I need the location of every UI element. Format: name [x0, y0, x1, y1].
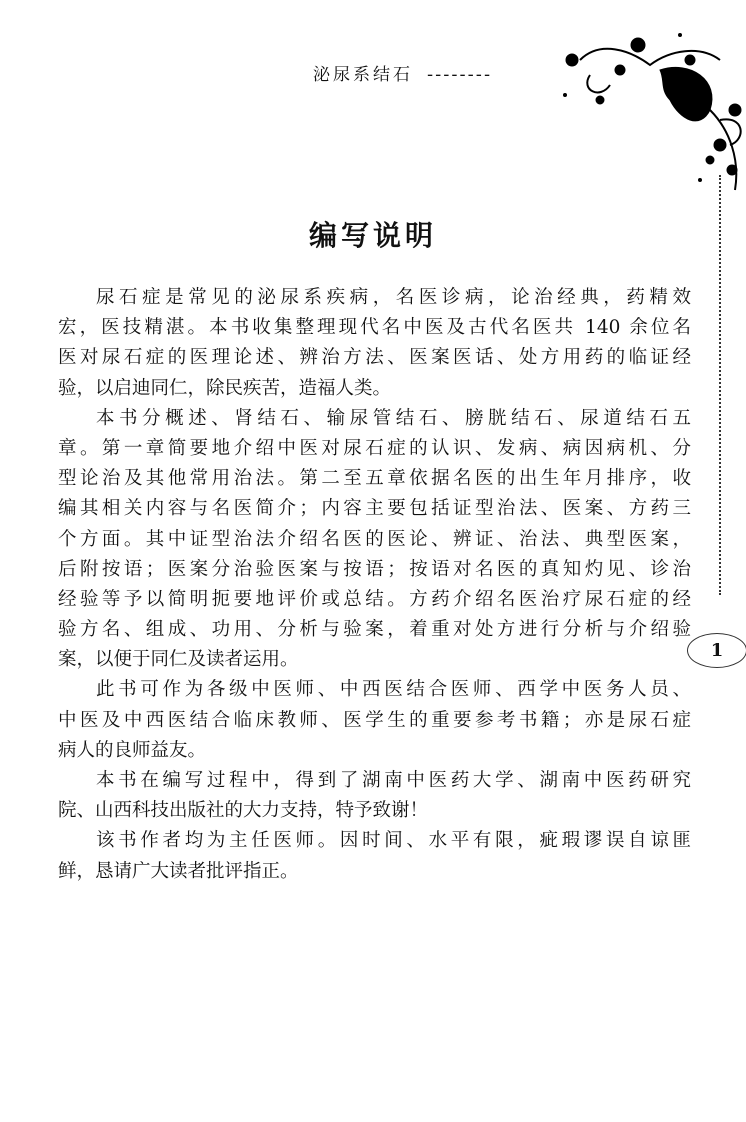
text-line: 病人的良师益友。 [58, 739, 207, 761]
text-line: 个方面。其中证型治法介绍名医的医论、辨证、治法、典型医案， [58, 528, 691, 550]
paragraph [58, 404, 691, 676]
paragraph [58, 675, 691, 766]
text-line: 型论治及其他常用治法。第二至五章依据名医的出生年月排序，收 [58, 468, 691, 490]
text-line: 宏，医技精湛。本书收集整理现代名中医及古代名医共 140 余位名 [58, 317, 691, 339]
paragraph [58, 826, 691, 886]
text-line: 院、山西科技出版社的大力支持，特予致谢！ [58, 800, 429, 822]
text-line: 本书分概述、肾结石、输尿管结石、膀胱结石、尿道结石五 [96, 407, 691, 429]
text-line: 编其相关内容与名医简介；内容主要包括证型治法、医案、方药三 [58, 498, 691, 520]
header-dashes: -------- [427, 65, 493, 85]
text-line: 后附按语；医案分治验医案与按语；按语对名医的真知灼见、诊治 [58, 558, 691, 580]
paragraph [58, 766, 691, 826]
running-title: 泌尿系结石 [313, 65, 413, 85]
text-line: 验方名、组成、功用、分析与验案，着重对处方进行分析与介绍验 [58, 619, 691, 641]
text-line: 验，以启迪同仁，除民疾苦，造福人类。 [58, 377, 392, 399]
page-title: 编写说明 [308, 219, 437, 252]
text-line: 案，以便于同仁及读者运用。 [58, 649, 299, 671]
text-line: 尿石症是常见的泌尿系疾病，名医诊病，论治经典，药精效 [96, 287, 691, 308]
page-number: 1 [687, 633, 746, 668]
text-line: 鲜，恳请广大读者批评指正。 [58, 860, 299, 882]
text-line: 中医及中西医结合临床教师、医学生的重要参考书籍；亦是尿石症 [58, 709, 691, 731]
paragraph [58, 283, 691, 404]
text-line: 此书可作为各级中医师、中西医结合医师、西学中医务人员、 [96, 679, 691, 701]
text-line: 本书在编写过程中，得到了湖南中医药大学、湖南中医药研究 [96, 770, 691, 791]
floral-corner-ornament [560, 20, 746, 195]
margin-dotted-line [719, 175, 721, 595]
running-header [313, 60, 492, 85]
text-line: 章。第一章简要地介绍中医对尿石症的认识、发病、病因病机、分 [58, 437, 691, 459]
document-body [58, 283, 691, 887]
text-line: 医对尿石症的医理论述、辨治方法、医案医话、处方用药的临证经 [58, 347, 691, 369]
text-line: 经验等予以简明扼要地评价或总结。方药介绍名医治疗尿石症的经 [58, 588, 691, 610]
text-line: 该书作者均为主任医师。因时间、水平有限，疵瑕谬误自谅匪 [96, 830, 691, 852]
